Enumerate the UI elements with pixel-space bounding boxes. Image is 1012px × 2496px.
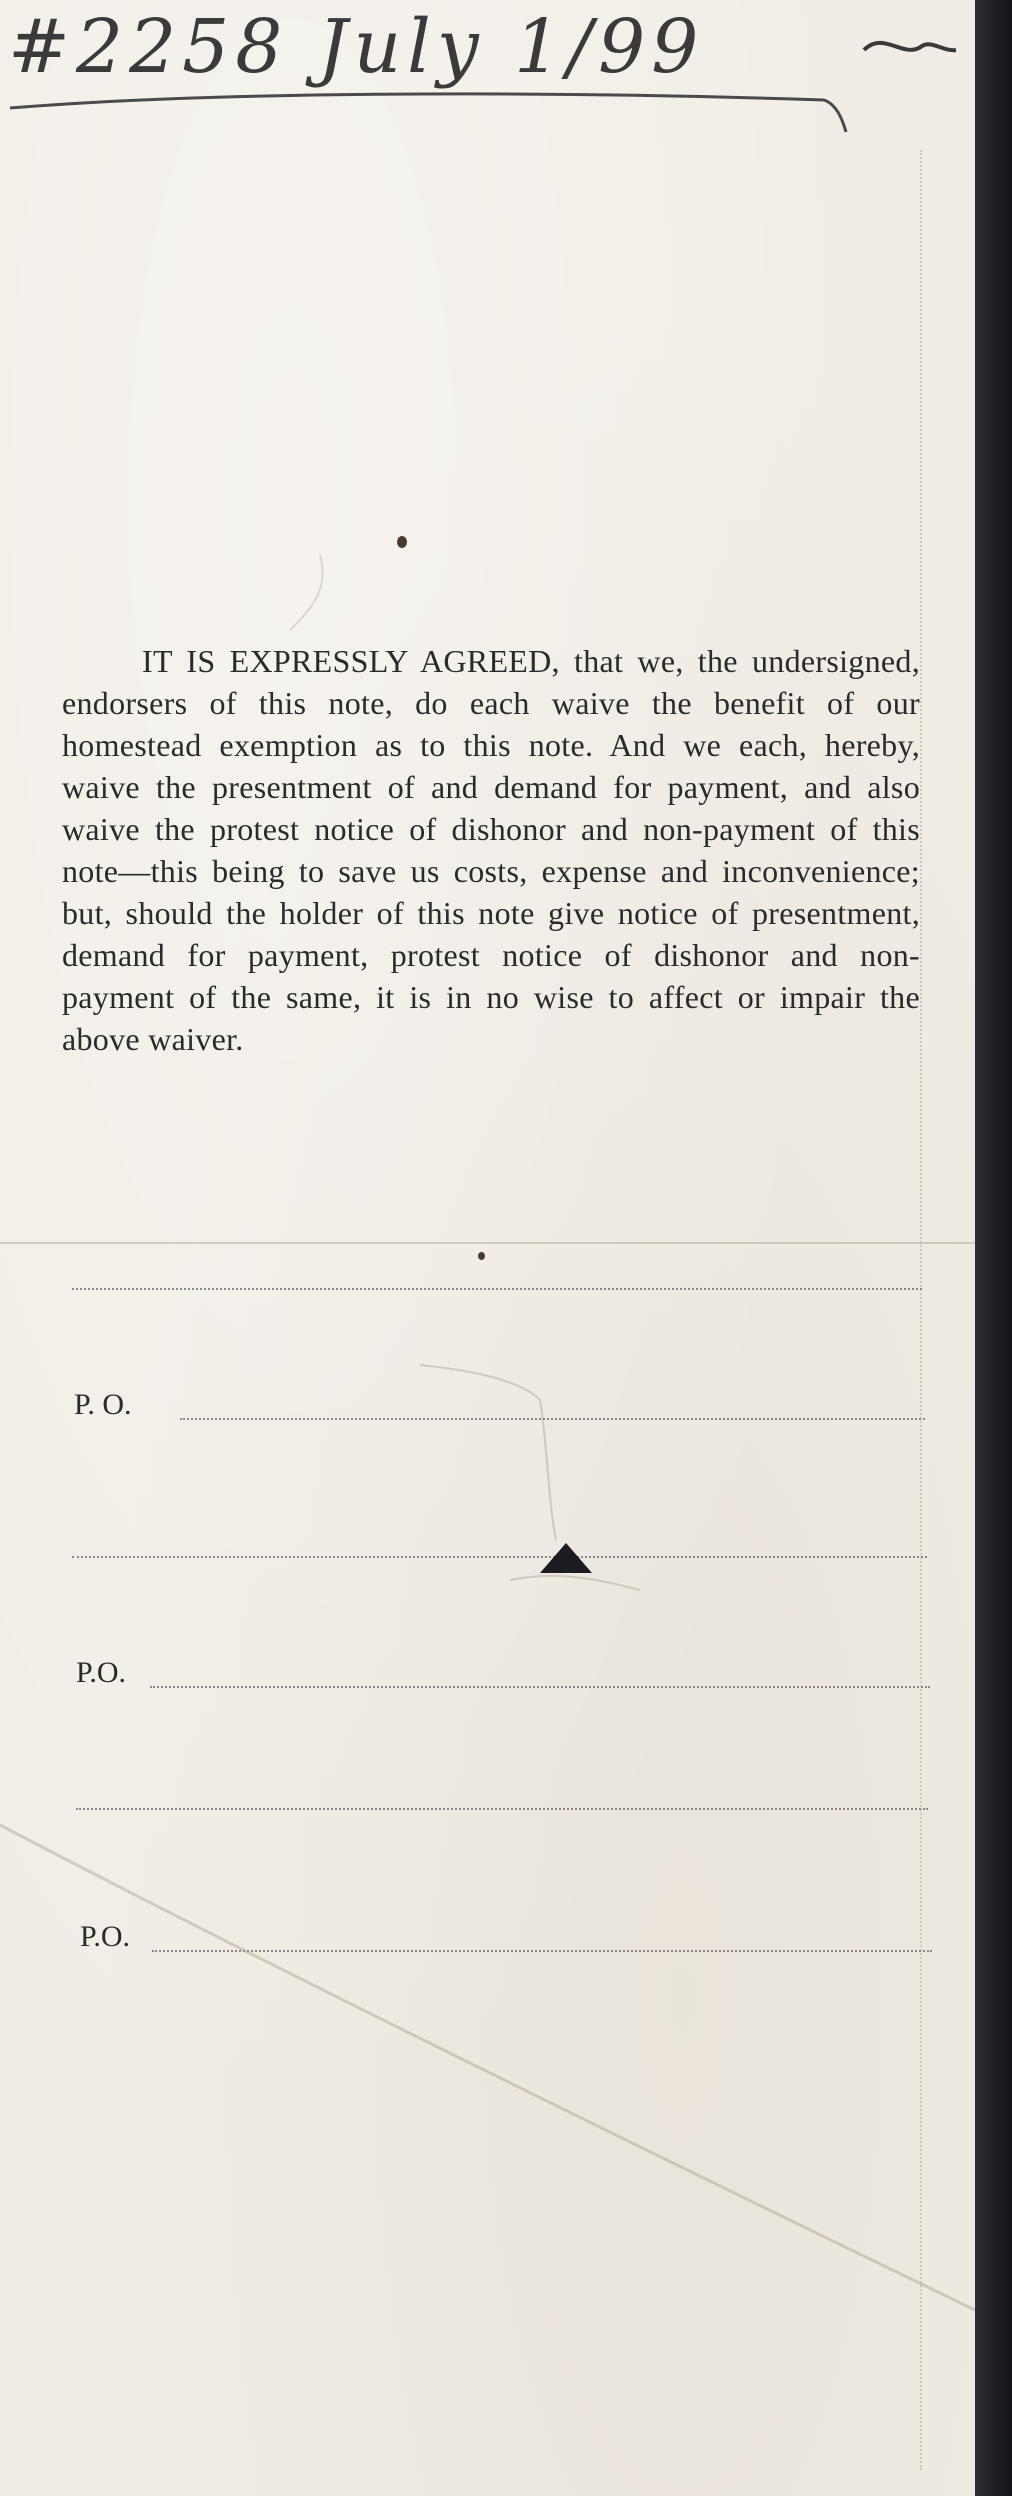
po-label: P.O. <box>76 1656 127 1689</box>
scan-background <box>975 0 1012 2496</box>
po-label: P. O. <box>74 1388 132 1421</box>
handwritten-note: #2258 July 1/99 <box>8 4 705 90</box>
po-label: P.O. <box>80 1920 131 1953</box>
waiver-paragraph: IT IS EXPRESSLY AGREED, that we, the undersigned, endorsers of this note, do each waive the benefit of our homestead exemption as to this note. And we each, hereby, waive the presentment of and demand for payment, and also waive the protest notice of dishonor and non-payment of this note—this being to save us costs, expense and inconvenience; but, should the holder of this note give notice of presentment, demand for payment, protest notice of dishonor and non-payment of the same, it is in no wise to affect or impair the above waiver. <box>62 643 920 1057</box>
